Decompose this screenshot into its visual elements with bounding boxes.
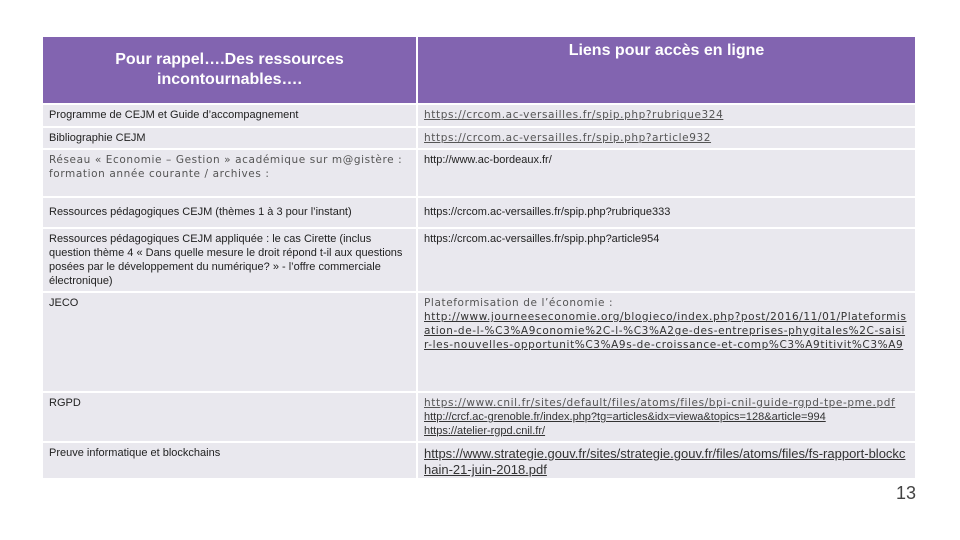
table-row xyxy=(43,291,915,391)
resource-link[interactable]: https://crcom.ac-versailles.fr/spip.php?rubrique333 xyxy=(424,206,671,218)
row-link-cell xyxy=(418,196,915,227)
table-row xyxy=(43,148,915,196)
resource-link[interactable]: https://crcom.ac-versailles.fr/spip.php?rubrique324 xyxy=(424,109,724,121)
row-label: Réseau « Economie – Gestion » académique sur m@gistère : formation année courante / archives : xyxy=(43,148,418,196)
row-label: Programme de CEJM et Guide d’accompagnement xyxy=(43,103,418,126)
row-label: Ressources pédagogiques CEJM appliquée : le cas Cirette (inclus question thème 4 « Dans quelle mesure le droit répond t-il aux questions posées par le développement du numérique? » - l’offre commerciale électronique) xyxy=(43,227,418,291)
row-label: JECO xyxy=(43,291,418,391)
row-link-cell xyxy=(418,291,915,391)
row-link-cell xyxy=(418,227,915,291)
page-number: 13 xyxy=(895,483,916,503)
resources-table xyxy=(43,37,915,478)
table-row xyxy=(43,441,915,478)
row-link-cell xyxy=(418,441,915,478)
resource-link[interactable]: https://www.cnil.fr/sites/default/files/atoms/files/bpi-cnil-guide-rgpd-tpe-pme.pdf xyxy=(424,397,896,409)
row-label: Ressources pédagogiques CEJM (thèmes 1 à 3 pour l’instant) xyxy=(43,196,418,227)
row-link-cell xyxy=(418,148,915,196)
row-link-cell xyxy=(418,126,915,148)
row-link-cell xyxy=(418,103,915,126)
table-row xyxy=(43,126,915,148)
row-label: RGPD xyxy=(43,391,418,441)
resource-link[interactable]: https://atelier-rgpd.cnil.fr/ xyxy=(424,425,546,437)
resource-link[interactable]: https://crcom.ac-versailles.fr/spip.php?article932 xyxy=(424,132,712,144)
table-row xyxy=(43,103,915,126)
resource-link[interactable]: http://www.journeeseconomie.org/blogieco/index.php?post/2016/11/01/Plateformisation-de-l-%C3%A9conomie%2C-l-%C3%A2ge-des-entreprises-phygitales%2C-saisir-les-nouvelles-opportunit%C3%A9s-de-croissance-et-comp%C3%A9titivit%C3%A9 xyxy=(424,311,907,351)
row-label: Preuve informatique et blockchains xyxy=(43,441,418,478)
row-link-cell xyxy=(418,391,915,441)
resource-link[interactable]: http://crcf.ac-grenoble.fr/index.php?tg=articles&idx=viewa&topics=128&article=994 xyxy=(424,411,826,423)
resource-intro: Plateformisation de l’économie : xyxy=(424,297,614,309)
table-row xyxy=(43,227,915,291)
table-row xyxy=(43,391,915,441)
row-label: Bibliographie CEJM xyxy=(43,126,418,148)
table-row xyxy=(43,196,915,227)
header-links: Liens pour accès en ligne xyxy=(418,37,915,103)
header-resources: Pour rappel….Des ressources incontournables…. xyxy=(43,37,418,103)
resource-link[interactable]: https://crcom.ac-versailles.fr/spip.php?article954 xyxy=(424,233,660,245)
resource-link[interactable]: https://www.strategie.gouv.fr/sites/strategie.gouv.fr/files/atoms/files/fs-rapport-blockchain-21-juin-2018.pdf xyxy=(424,446,906,477)
resource-link[interactable]: http://www.ac-bordeaux.fr/ xyxy=(424,154,552,166)
